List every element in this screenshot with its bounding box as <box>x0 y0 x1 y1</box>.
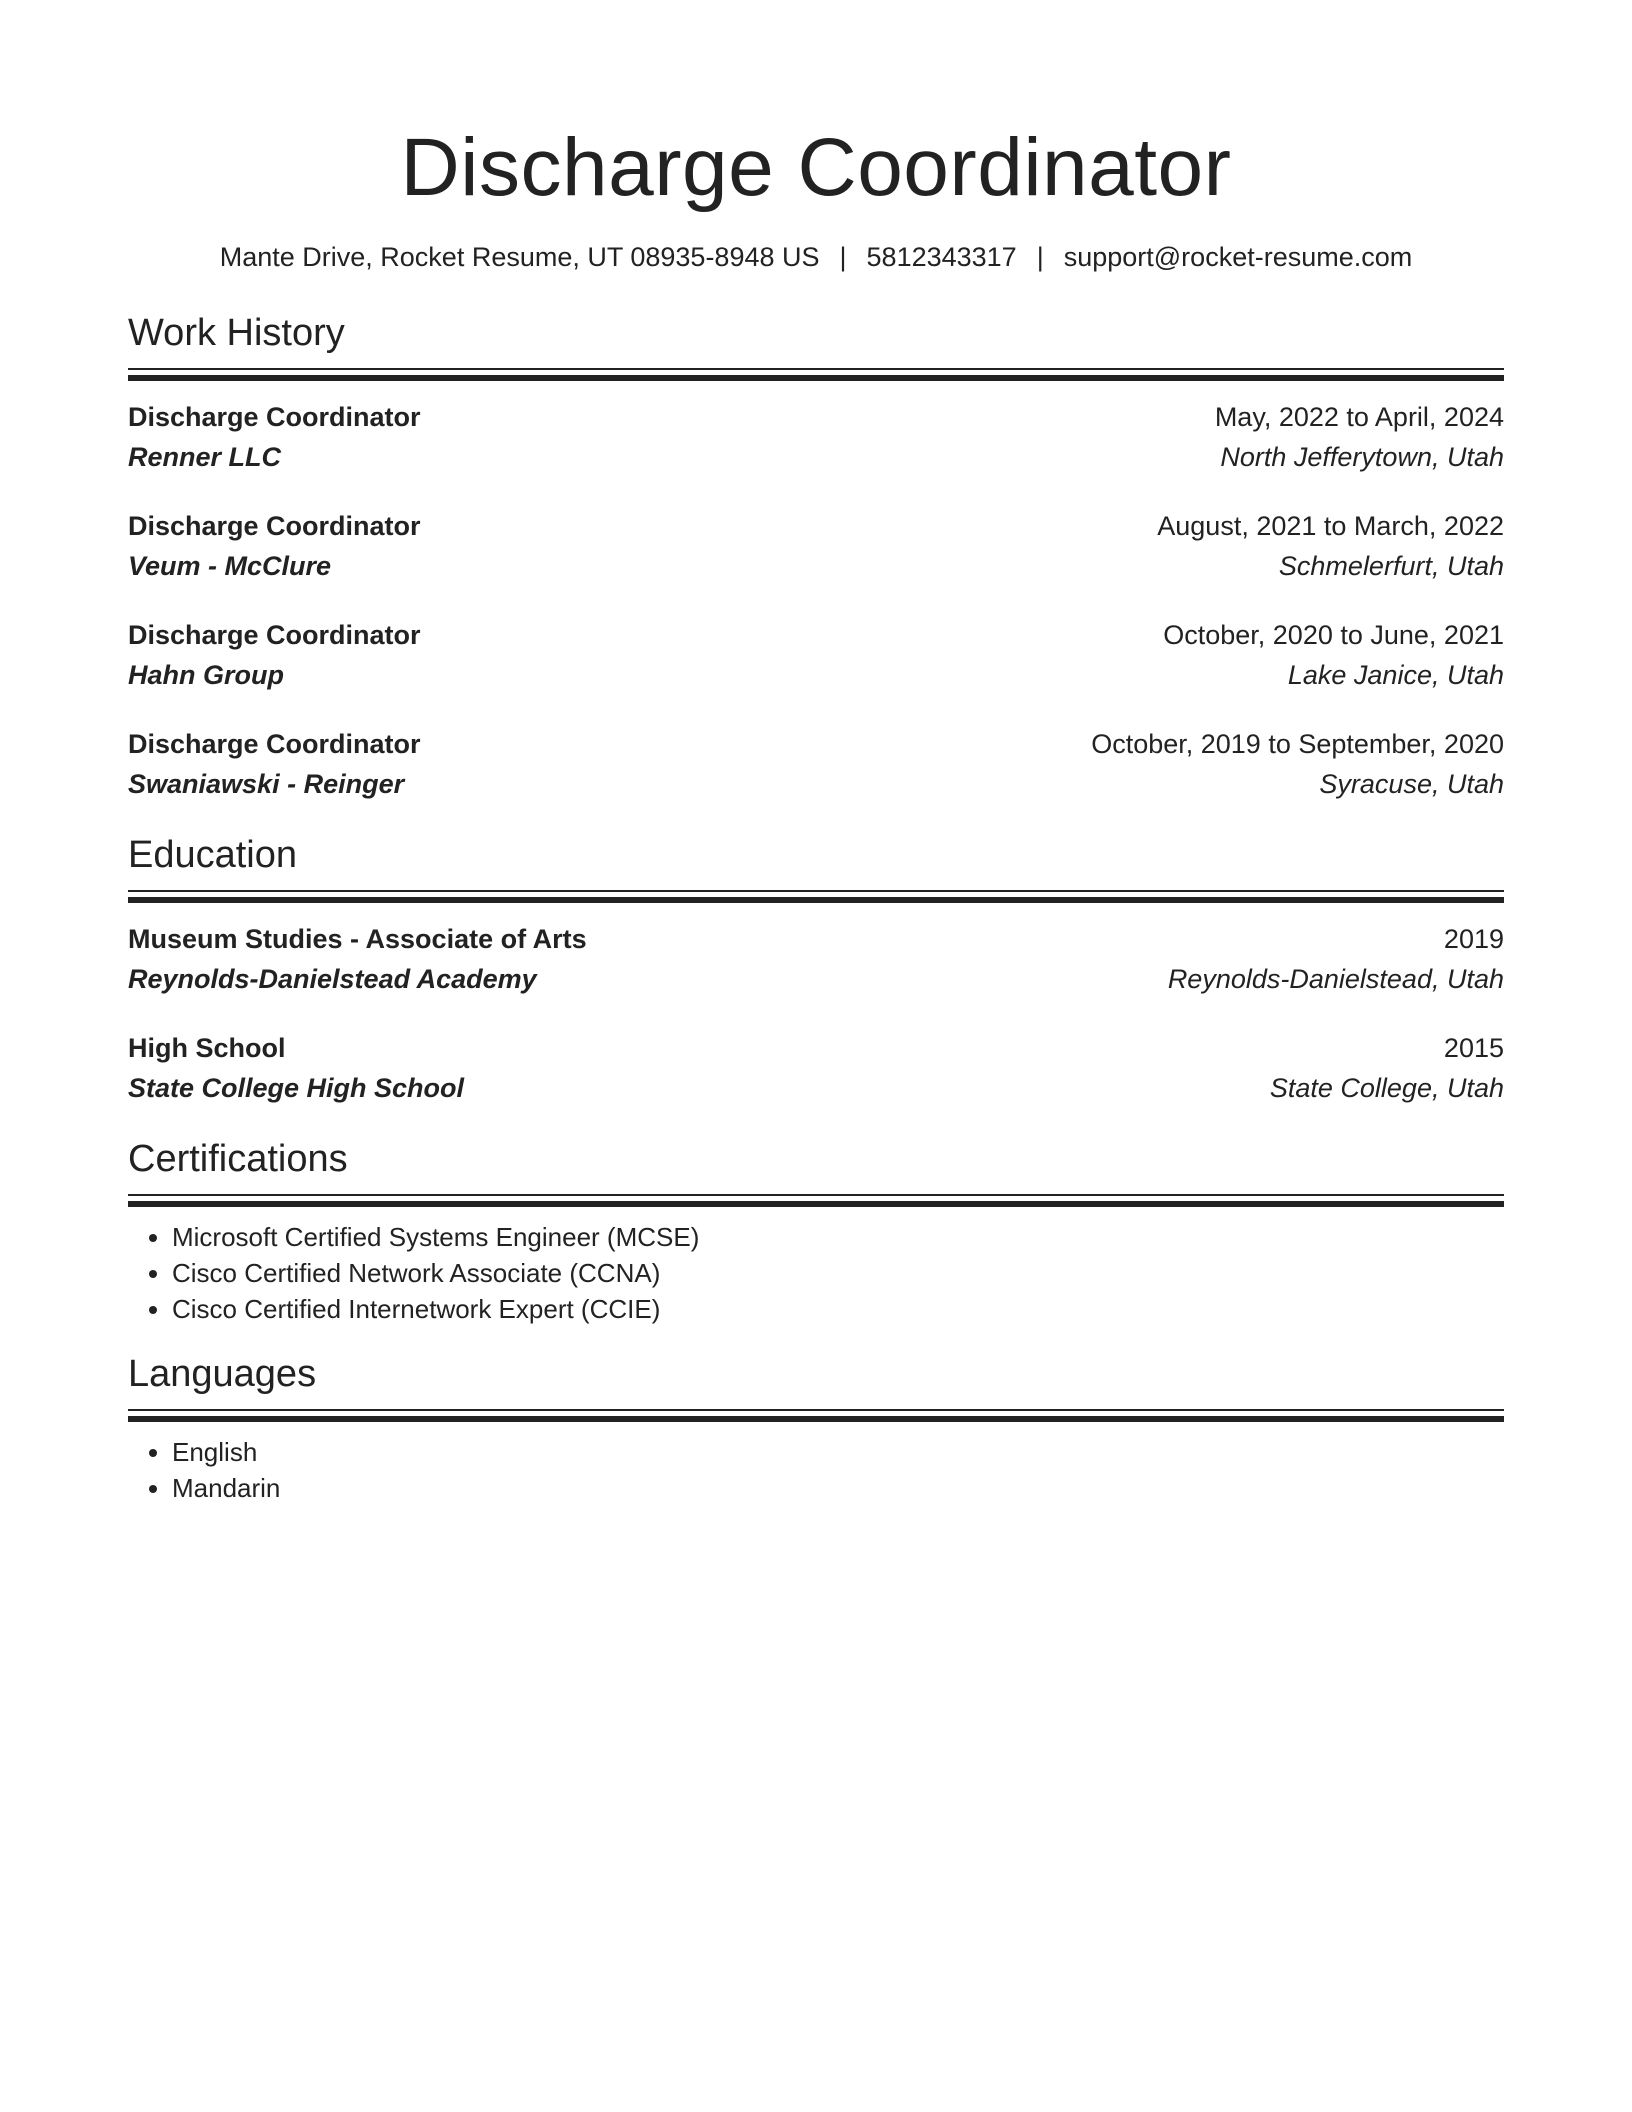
resume-page <box>128 0 1504 1506</box>
degree: Museum Studies - Associate of Arts <box>128 924 587 954</box>
job-title: Discharge Coordinator <box>128 729 421 759</box>
employer: Hahn Group <box>128 660 284 690</box>
contact-phone: 5812343317 <box>866 242 1017 272</box>
contact-separator: | <box>1036 242 1044 272</box>
work-history-section <box>128 310 1504 804</box>
school-location: Reynolds-Danielstead, Utah <box>1167 964 1504 994</box>
list-item: • Microsoft Certified Systems Engineer (MCSE) <box>172 1219 1504 1255</box>
education-entry <box>128 1028 1504 1108</box>
section-title-work-history: Work History <box>128 312 345 354</box>
section-rule <box>128 1194 1504 1196</box>
job-location: Schmelerfurt, Utah <box>1278 551 1504 581</box>
school: Reynolds-Danielstead Academy <box>128 964 537 994</box>
section-title-education: Education <box>128 834 298 876</box>
job-dates: May, 2022 to April, 2024 <box>1214 402 1504 432</box>
employer: Renner LLC <box>128 442 282 472</box>
school-location: State College, Utah <box>1269 1073 1504 1103</box>
contact-separator: | <box>839 242 847 272</box>
work-entry <box>128 506 1504 586</box>
job-title: Discharge Coordinator <box>128 402 421 432</box>
section-title-languages: Languages <box>128 1353 317 1395</box>
certifications-section <box>128 1136 1504 1327</box>
list-item: • Cisco Certified Internetwork Expert (CCIE) <box>172 1291 1504 1327</box>
contact-email: support@rocket-resume.com <box>1063 242 1413 272</box>
section-rule-thick <box>128 375 1504 381</box>
work-entry <box>128 724 1504 804</box>
work-entry <box>128 615 1504 695</box>
section-title-certifications: Certifications <box>128 1138 348 1180</box>
candidate-name: Discharge Coordinator <box>400 122 1232 213</box>
degree: High School <box>128 1033 286 1063</box>
school: State College High School <box>128 1073 465 1103</box>
list-item: • Cisco Certified Network Associate (CCNA) <box>172 1255 1504 1291</box>
languages-list <box>128 1434 1504 1506</box>
contact-address: Mante Drive, Rocket Resume, UT 08935-8948 US <box>219 242 820 272</box>
list-item: • Mandarin <box>172 1470 1504 1506</box>
job-location: Lake Janice, Utah <box>1287 660 1504 690</box>
education-section <box>128 832 1504 1108</box>
graduation-year: 2019 <box>1443 924 1504 954</box>
employer: Swaniawski - Reinger <box>128 769 405 799</box>
job-location: Syracuse, Utah <box>1319 769 1504 799</box>
graduation-year: 2015 <box>1443 1033 1504 1063</box>
job-dates: August, 2021 to March, 2022 <box>1157 511 1504 541</box>
certifications-list <box>128 1219 1504 1327</box>
section-rule-thick <box>128 1201 1504 1207</box>
section-rule <box>128 1409 1504 1411</box>
employer: Veum - McClure <box>128 551 332 581</box>
section-rule <box>128 368 1504 370</box>
job-title: Discharge Coordinator <box>128 620 421 650</box>
work-entry <box>128 397 1504 477</box>
contact-line <box>128 240 1504 274</box>
list-item: • English <box>172 1434 1504 1470</box>
job-title: Discharge Coordinator <box>128 511 421 541</box>
education-entry <box>128 919 1504 999</box>
section-rule-thick <box>128 897 1504 903</box>
section-rule <box>128 890 1504 892</box>
job-dates: October, 2020 to June, 2021 <box>1163 620 1504 650</box>
languages-section <box>128 1351 1504 1506</box>
job-location: North Jefferytown, Utah <box>1220 442 1504 472</box>
job-dates: October, 2019 to September, 2020 <box>1091 729 1504 759</box>
section-rule-thick <box>128 1416 1504 1422</box>
